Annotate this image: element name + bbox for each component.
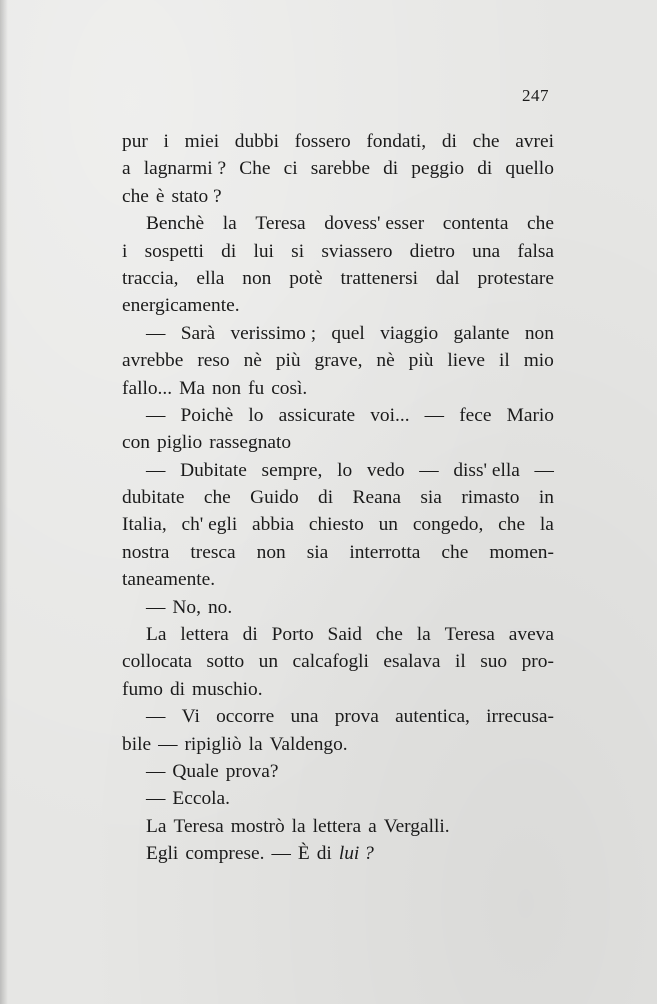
word: i	[122, 240, 128, 262]
word: che	[203, 487, 231, 509]
word: ch' egli	[181, 514, 238, 536]
word: fumo	[122, 678, 163, 700]
word: potè	[289, 267, 323, 289]
word: stato ?	[171, 185, 222, 207]
word: Sarà	[180, 322, 216, 344]
word: Poichè	[180, 404, 234, 426]
text-line	[122, 238, 554, 265]
paragraph	[122, 594, 554, 621]
word: dovess' esser	[324, 213, 425, 235]
word: trattenersi	[340, 267, 419, 289]
word: rimasto	[461, 487, 520, 509]
word: nostra	[122, 541, 170, 563]
word: contenta	[442, 213, 509, 235]
word: sospetti	[144, 240, 204, 262]
word: occorre	[216, 706, 275, 728]
word: nè	[243, 350, 262, 372]
paragraph	[122, 840, 554, 867]
word: lagnarmi ?	[143, 158, 227, 180]
paragraph	[122, 320, 554, 402]
word: di	[169, 678, 186, 700]
text-line	[122, 703, 554, 730]
text-line	[122, 648, 554, 675]
paragraph	[122, 210, 554, 320]
word: sotto	[206, 651, 245, 673]
word: piglio	[157, 432, 203, 454]
word: prova	[334, 706, 379, 728]
word: —	[146, 322, 166, 344]
word: dietro	[409, 240, 455, 262]
word: pro-	[521, 651, 554, 673]
word: calcafogli	[292, 651, 369, 673]
text-line	[122, 210, 554, 237]
paragraph	[122, 621, 554, 703]
word: che	[498, 514, 526, 536]
word: momen-	[489, 541, 554, 563]
paragraph	[122, 457, 554, 594]
word: autentica,	[395, 706, 470, 728]
word: che	[122, 185, 149, 207]
paragraph	[122, 785, 554, 812]
word: una	[472, 240, 501, 262]
word: miei	[184, 131, 220, 152]
word: di	[318, 487, 334, 509]
word: dal	[435, 267, 460, 289]
word: mostrò	[230, 815, 285, 837]
word: lieve	[447, 350, 486, 372]
word: collocata	[122, 651, 192, 673]
text-line	[122, 402, 554, 429]
word: grave,	[314, 350, 363, 372]
word: —	[534, 459, 554, 481]
word: no.	[207, 596, 233, 618]
word: Guido	[250, 487, 299, 509]
word: —	[158, 733, 178, 755]
word: non	[242, 267, 272, 289]
word: nè	[376, 350, 395, 372]
word: diss' ella	[453, 459, 520, 481]
word: sia	[306, 541, 329, 563]
word: No,	[172, 596, 201, 618]
page-number: 247	[522, 86, 549, 105]
word: irrecusa-	[486, 706, 554, 728]
paragraph	[122, 703, 554, 758]
text-line	[122, 566, 554, 593]
word: viaggio	[380, 322, 439, 344]
word: fallo...	[122, 377, 173, 399]
word: muschio.	[192, 678, 263, 700]
text-line	[122, 320, 554, 347]
word: chiesto	[308, 514, 364, 536]
word: la	[416, 624, 431, 646]
word: quel	[331, 322, 365, 344]
text-line	[122, 347, 554, 374]
word: assicurate	[278, 404, 356, 426]
word: sia	[420, 487, 442, 509]
word: avrebbe	[122, 350, 184, 372]
word: voi...	[370, 404, 410, 426]
text-line	[122, 840, 554, 867]
word: di	[383, 158, 399, 180]
word: La	[146, 815, 167, 837]
text-line	[122, 429, 554, 456]
text-line	[122, 265, 554, 292]
word: Teresa	[255, 213, 306, 235]
word: Said	[327, 624, 363, 646]
word: in	[538, 487, 554, 509]
word: la	[222, 213, 237, 235]
word: sarebbe	[310, 158, 370, 180]
text-line	[122, 758, 554, 785]
word: la	[291, 815, 306, 837]
word: che	[472, 131, 500, 152]
word: taneamente.	[122, 569, 216, 591]
paragraph	[122, 128, 554, 210]
word: Vergalli.	[383, 815, 450, 837]
word: lettera	[312, 815, 362, 837]
word: abbia	[252, 514, 295, 536]
word: bile	[122, 733, 152, 755]
word: La	[146, 624, 167, 646]
word: fece	[459, 404, 492, 426]
word: un	[378, 514, 398, 536]
word: il	[454, 651, 466, 673]
word: Benchè	[146, 213, 205, 235]
word: —	[146, 706, 166, 728]
body-text	[122, 128, 554, 868]
word: —	[419, 459, 439, 481]
word: galante	[453, 322, 510, 344]
word: Egli	[146, 843, 179, 865]
word: non	[256, 541, 286, 563]
word: esalava	[383, 651, 441, 673]
word: Dubitate	[180, 459, 247, 481]
word: —	[146, 596, 166, 618]
text-line	[122, 621, 554, 648]
word: Reana	[352, 487, 401, 509]
word: peggio	[411, 158, 465, 180]
word: Porto	[271, 624, 314, 646]
text-line	[122, 484, 554, 511]
word: Che	[239, 158, 271, 180]
page-edge-shadow	[0, 0, 8, 1004]
paragraph	[122, 402, 554, 457]
word: reso	[197, 350, 230, 372]
word: a	[368, 815, 377, 837]
word: a	[122, 158, 131, 180]
text-line	[122, 676, 554, 703]
word: lettera	[180, 624, 229, 646]
word: aveva	[508, 624, 554, 646]
word: lo	[248, 404, 264, 426]
word: Italia,	[122, 514, 167, 536]
word: fondati,	[366, 131, 427, 152]
word: che	[375, 624, 403, 646]
word: la	[539, 514, 554, 536]
word: interrotta	[349, 541, 421, 563]
text-line	[122, 128, 554, 155]
text-line	[122, 375, 554, 402]
word: di	[441, 131, 457, 152]
word: dubbi	[234, 131, 279, 152]
word: è	[155, 185, 165, 207]
word: ripigliò	[184, 733, 242, 755]
word: vedo	[366, 459, 405, 481]
text-line	[122, 594, 554, 621]
word: Eccola.	[172, 788, 230, 810]
word: —	[271, 843, 291, 865]
text-line	[122, 731, 554, 758]
text-line	[122, 511, 554, 538]
word: di	[477, 158, 493, 180]
word: congedo,	[412, 514, 484, 536]
text-line	[122, 813, 554, 840]
word: —	[146, 788, 166, 810]
word: fossero	[294, 131, 351, 152]
word: prova?	[225, 760, 279, 782]
word: avrei	[515, 131, 554, 152]
word: Teresa	[444, 624, 495, 646]
word: Vi	[181, 706, 200, 728]
word: Quale	[172, 760, 219, 782]
paragraph	[122, 758, 554, 785]
word: i	[163, 131, 169, 152]
paragraph	[122, 813, 554, 840]
text-line	[122, 292, 554, 319]
word: traccia,	[122, 267, 179, 289]
word: che	[441, 541, 469, 563]
word: quello	[505, 158, 554, 180]
text-line	[122, 539, 554, 566]
word: suo	[480, 651, 508, 673]
word: lo	[337, 459, 353, 481]
word: di	[242, 624, 258, 646]
word: Valdengo.	[269, 733, 348, 755]
word: tresca	[190, 541, 236, 563]
word: —	[146, 760, 166, 782]
word: la	[248, 733, 263, 755]
word: Mario	[506, 404, 554, 426]
word: comprese.	[185, 843, 265, 865]
word: È	[297, 843, 310, 865]
text-line	[122, 785, 554, 812]
word: —	[424, 404, 445, 426]
word: fu	[248, 377, 265, 399]
word: Teresa	[173, 815, 224, 837]
word: lui ?	[338, 843, 374, 865]
word: con	[122, 432, 150, 454]
word: energicamente.	[122, 295, 240, 317]
word: mio	[523, 350, 554, 372]
word: rassegnato	[209, 432, 292, 454]
word: sviassero	[321, 240, 393, 262]
word: falsa	[517, 240, 554, 262]
text-line	[122, 155, 554, 182]
word: ella	[196, 267, 225, 289]
word: protestare	[477, 267, 554, 289]
word: pur	[122, 131, 148, 152]
text-line	[122, 457, 554, 484]
text-line	[122, 183, 554, 210]
word: non	[524, 322, 554, 344]
word: —	[146, 404, 166, 426]
word: si	[291, 240, 305, 262]
word: più	[275, 350, 301, 372]
word: Ma	[179, 377, 205, 399]
word: sempre,	[261, 459, 323, 481]
word: un	[258, 651, 279, 673]
word: così.	[271, 377, 308, 399]
word: più	[408, 350, 434, 372]
word: lui	[253, 240, 274, 262]
word: di	[316, 843, 332, 865]
word: non	[211, 377, 242, 399]
word: —	[146, 459, 166, 481]
word: che	[527, 213, 554, 235]
word: verissimo ;	[230, 322, 317, 344]
word: una	[290, 706, 319, 728]
word: dubitate	[122, 487, 185, 509]
word: di	[221, 240, 237, 262]
word: il	[498, 350, 510, 372]
word: ci	[283, 158, 298, 180]
